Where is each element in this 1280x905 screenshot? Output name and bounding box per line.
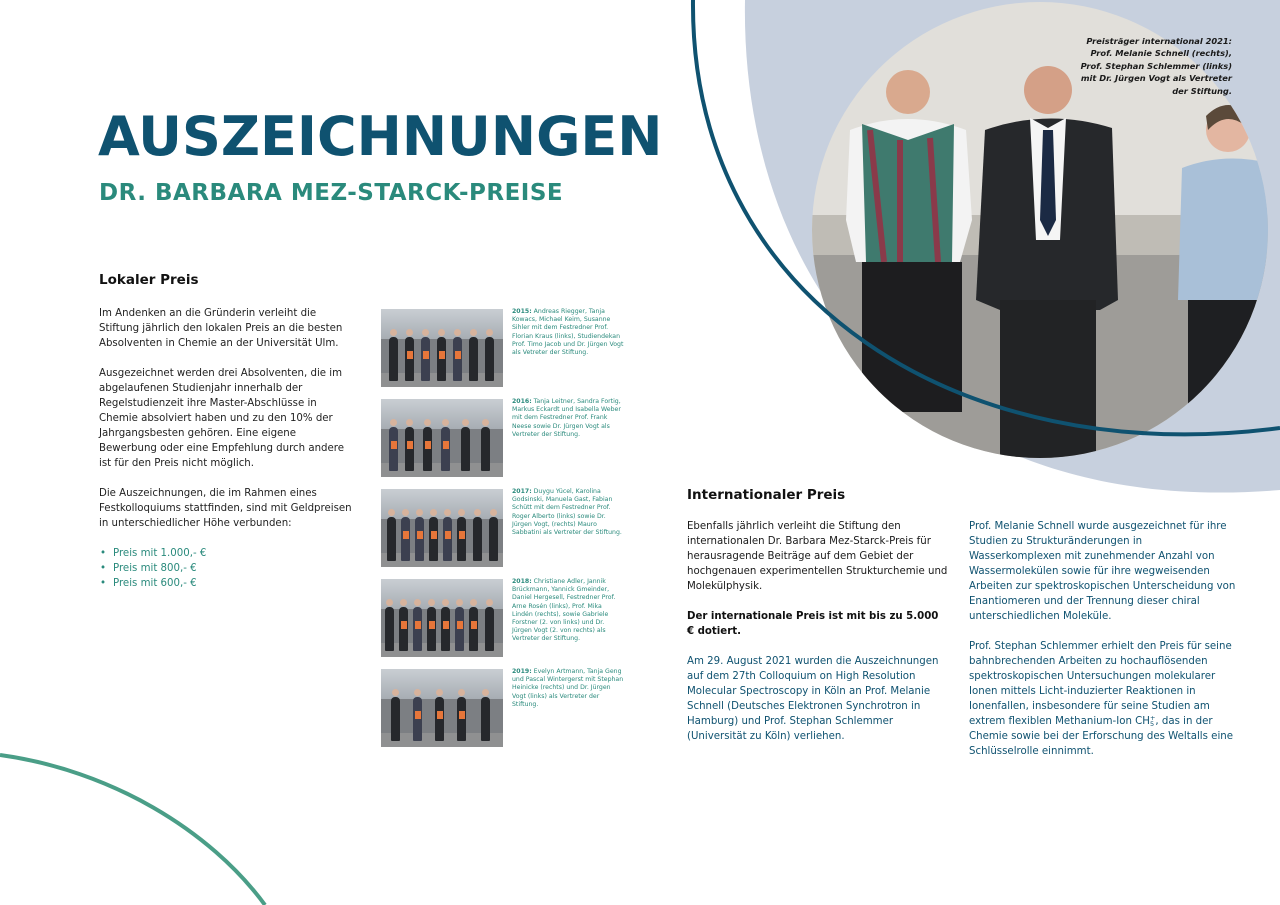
prize-item-1: • Preis mit 1.000,- € (113, 546, 357, 561)
international-award-2021: Am 29. August 2021 wurden die Auszeichnungen auf dem 27th Colloquium on High Resolution Molecular Spectroscopy in Köln an Prof. Melanie Schnell (Deutsches Elektronen Synchrotron in Hamburg) und Prof. Stephan Schlemmer (Universität zu Köln) verliehen. (687, 656, 939, 742)
prize-item-3: • Preis mit 600,- € (113, 576, 357, 591)
local-paragraph-2: Ausgezeichnet werden drei Absolventen, die im abgelaufenen Studienjahr innerhalb der Regelstudienzeit ihre Master-Abschlüsse in Chemie absolviert haben und zu den 10% der Jahrgangsbesten gehören. Eine eigene Bewerbung oder eine Empfehlung durch andere ist für den Preis nicht möglich. (99, 368, 345, 469)
international-intro: Ebenfalls jährlich verleiht die Stiftung den internationalen Dr. Barbara Mez-Starck-Preis für herausragende Beiträge auf dem Gebiet der hochgenauen experimentellen Strukturchemie und Molekülphysik. (687, 521, 948, 592)
gallery-photo-2016 (381, 399, 503, 477)
page-title: AUSZEICHNUNGEN (98, 105, 663, 168)
schnell-paragraph: Prof. Melanie Schnell wurde ausgezeichnet für ihre Studien zu Strukturänderungen in Wasserkomplexen mit zunehmender Anzahl von Wassermolekülen sowie für ihre wegweisenden Arbeiten zur spektroskopischen Unterscheidung von Enantiomeren und der Trennung dieser chiral unterschiedlichen Moleküle. (969, 521, 1236, 622)
gallery-photo-2015 (381, 309, 503, 387)
local-paragraph-3: Die Auszeichnungen, die im Rahmen eines Festkolloquiums stattfinden, sind mit Geldpreisen in unterschiedlicher Höhe verbunden: (99, 488, 352, 529)
international-column-2 (969, 519, 1237, 774)
decorative-arc-green (0, 755, 265, 905)
gallery-photo-2019 (381, 669, 503, 747)
local-prize-heading: Lokaler Preis (99, 272, 199, 288)
gallery-caption-2018: 2018: Christiane Adler, Jannik Brückmann, Yannick Gmeinder, Daniel Hergesell, Festredner Prof. Arne Rosén (links), Prof. Mika Lindén (rechts), sowie Gabriele Forstner (2. von links) und Dr. Jürgen Vogt (2. von rechts) als Vertreter der Stiftung. (512, 578, 616, 643)
photo-caption: Preisträger international 2021: Prof. Melanie Schnell (rechts), Prof. Stephan Schlemmer (links) mit Dr. Jürgen Vogt als Vertreter der Stiftung. (1080, 36, 1232, 96)
gallery-caption-2016: 2016: Tanja Leitner, Sandra Fortig, Markus Eckardt und Isabella Weber mit dem Festredner Prof. Frank Neese sowie Dr. Jürgen Vogt als Vertreter der Stiftung. (512, 398, 621, 438)
international-prize-heading: Internationaler Preis (687, 487, 846, 503)
local-paragraph-1: Im Andenken an die Gründerin verleiht die Stiftung jährlich den lokalen Preis an die besten Absolventen in Chemie an der Universität Ulm. (99, 308, 343, 349)
gallery-photo-2018 (381, 579, 503, 657)
international-column-1 (687, 519, 949, 759)
prize-list (99, 546, 357, 591)
international-amount: Der internationale Preis ist mit bis zu 5.000 € dotiert. (687, 611, 939, 637)
gallery-caption-2019: 2019: Evelyn Artmann, Tanja Geng und Pascal Wintergerst mit Stephan Heinicke (rechts) und Dr. Jürgen Vogt (links) als Vertreter der Stiftung. (512, 668, 624, 708)
schlemmer-paragraph: Prof. Stephan Schlemmer erhielt den Preis für seine bahnbrechenden Arbeiten zu hochauflösenden spektroskopischen Untersuchungen molekularer Ionen mittels Licht-induzierter Reaktionen in Ionenfallen, insbesondere für seine Studien am extrem flexiblen Methanium-Ion CH + 5 , das in der Chemie sowie bei der Erforschung des Weltalls eine Schlüsselrolle einnimmt. (969, 641, 1234, 757)
gallery-photo-2017 (381, 489, 503, 567)
prize-item-2: • Preis mit 800,- € (113, 561, 357, 576)
gallery-caption-2017: 2017: Duygu Yücel, Karolina Godsinski, Manuela Gast, Fabian Schütt mit dem Festredner Prof. Roger Alberto (links) sowie Dr. Jürgen Vogt, (rechts) Mauro Sabbatini als Vertreter der Stiftung. (512, 488, 622, 537)
page-subtitle: DR. BARBARA MEZ-STARCK-PREISE (99, 180, 564, 206)
local-prize-text (99, 306, 357, 591)
gallery-caption-2015: 2015: Andreas Riegger, Tanja Kowacs, Michael Keim, Susanne Sihler mit dem Festredner Prof. Florian Kraus (links), Studiendekan Prof. Timo Jacob und Dr. Jürgen Vogt als Vetreter der Stiftung. (512, 308, 624, 357)
